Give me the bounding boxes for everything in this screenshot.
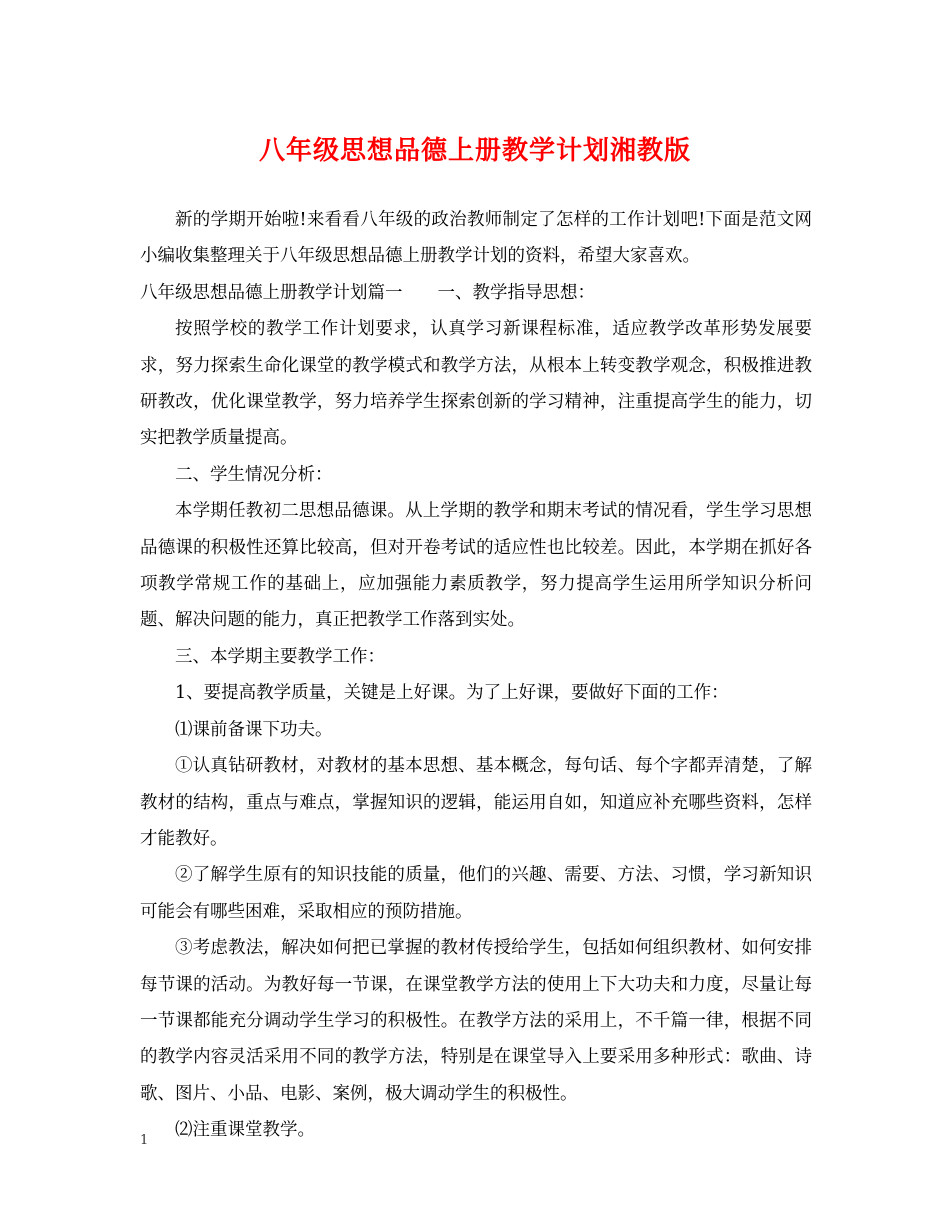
paragraph-point-1: ①认真钻研教材，对教材的基本思想、基本概念，每句话、每个字都弄清楚，了解教材的结构，重点与难点，掌握知识的逻辑，能运用自如，知道应补充哪些资料，怎样才能教好。: [140, 756, 812, 849]
paragraph-guiding-thought: 按照学校的教学工作计划要求，认真学习新课程标准，适应教学改革形势发展要求，努力探索生命化课堂的教学模式和教学方法，从根本上转变教学观念，积极推进教研教改，优化课堂教学，努力培养学生探索创新的学习精神，注重提高学生的能力，切实把教学质量提高。: [140, 319, 812, 449]
document-title: 八年级思想品德上册教学计划湘教版: [258, 136, 691, 166]
paragraph-sub-item-1: ⑴课前备课下功夫。: [175, 719, 333, 740]
paragraph-heading-main-work: 三、本学期主要教学工作：: [175, 646, 385, 667]
paragraph-section-heading: 八年级思想品德上册教学计划篇一 一、教学指导思想：: [140, 282, 595, 303]
paragraph-heading-student-analysis: 二、学生情况分析：: [175, 464, 333, 485]
paragraph-work-item-1: 1、要提高教学质量，关键是上好课。为了上好课，要做好下面的工作：: [175, 683, 729, 704]
paragraph-student-analysis: 本学期任教初二思想品德课。从上学期的教学和期末考试的情况看，学生学习思想品德课的积极性还算比较高，但对开卷考试的适应性也比较差。因此，本学期在抓好各项教学常规工作的基础上，应加强能力素质教学，努力提高学生运用所学知识分析问题、解决问题的能力，真正把教学工作落到实处。: [140, 501, 812, 631]
document-body: [140, 202, 812, 1149]
paragraph-sub-item-2: ⑵注重课堂教学。: [175, 1120, 315, 1141]
paragraph-point-2: ②了解学生原有的知识技能的质量，他们的兴趣、需要、方法、习惯，学习新知识可能会有哪些困难，采取相应的预防措施。: [140, 865, 812, 922]
page-number: 1: [140, 1133, 149, 1148]
paragraph-point-3: ③考虑教法，解决如何把已掌握的教材传授给学生，包括如何组织教材、如何安排每节课的活动。为教好每一节课，在课堂教学方法的使用上下大功夫和力度，尽量让每一节课都能充分调动学生学习的积极性。在教学方法的采用上，不千篇一律，根据不同的教学内容灵活采用不同的教学方法，特别是在课堂导入上要采用多种形式：歌曲、诗歌、图片、小品、电影、案例，极大调动学生的积极性。: [140, 938, 812, 1104]
paragraph-intro: 新的学期开始啦!来看看八年级的政治教师制定了怎样的工作计划吧!下面是范文网小编收集整理关于八年级思想品德上册教学计划的资料，希望大家喜欢。: [140, 210, 812, 267]
